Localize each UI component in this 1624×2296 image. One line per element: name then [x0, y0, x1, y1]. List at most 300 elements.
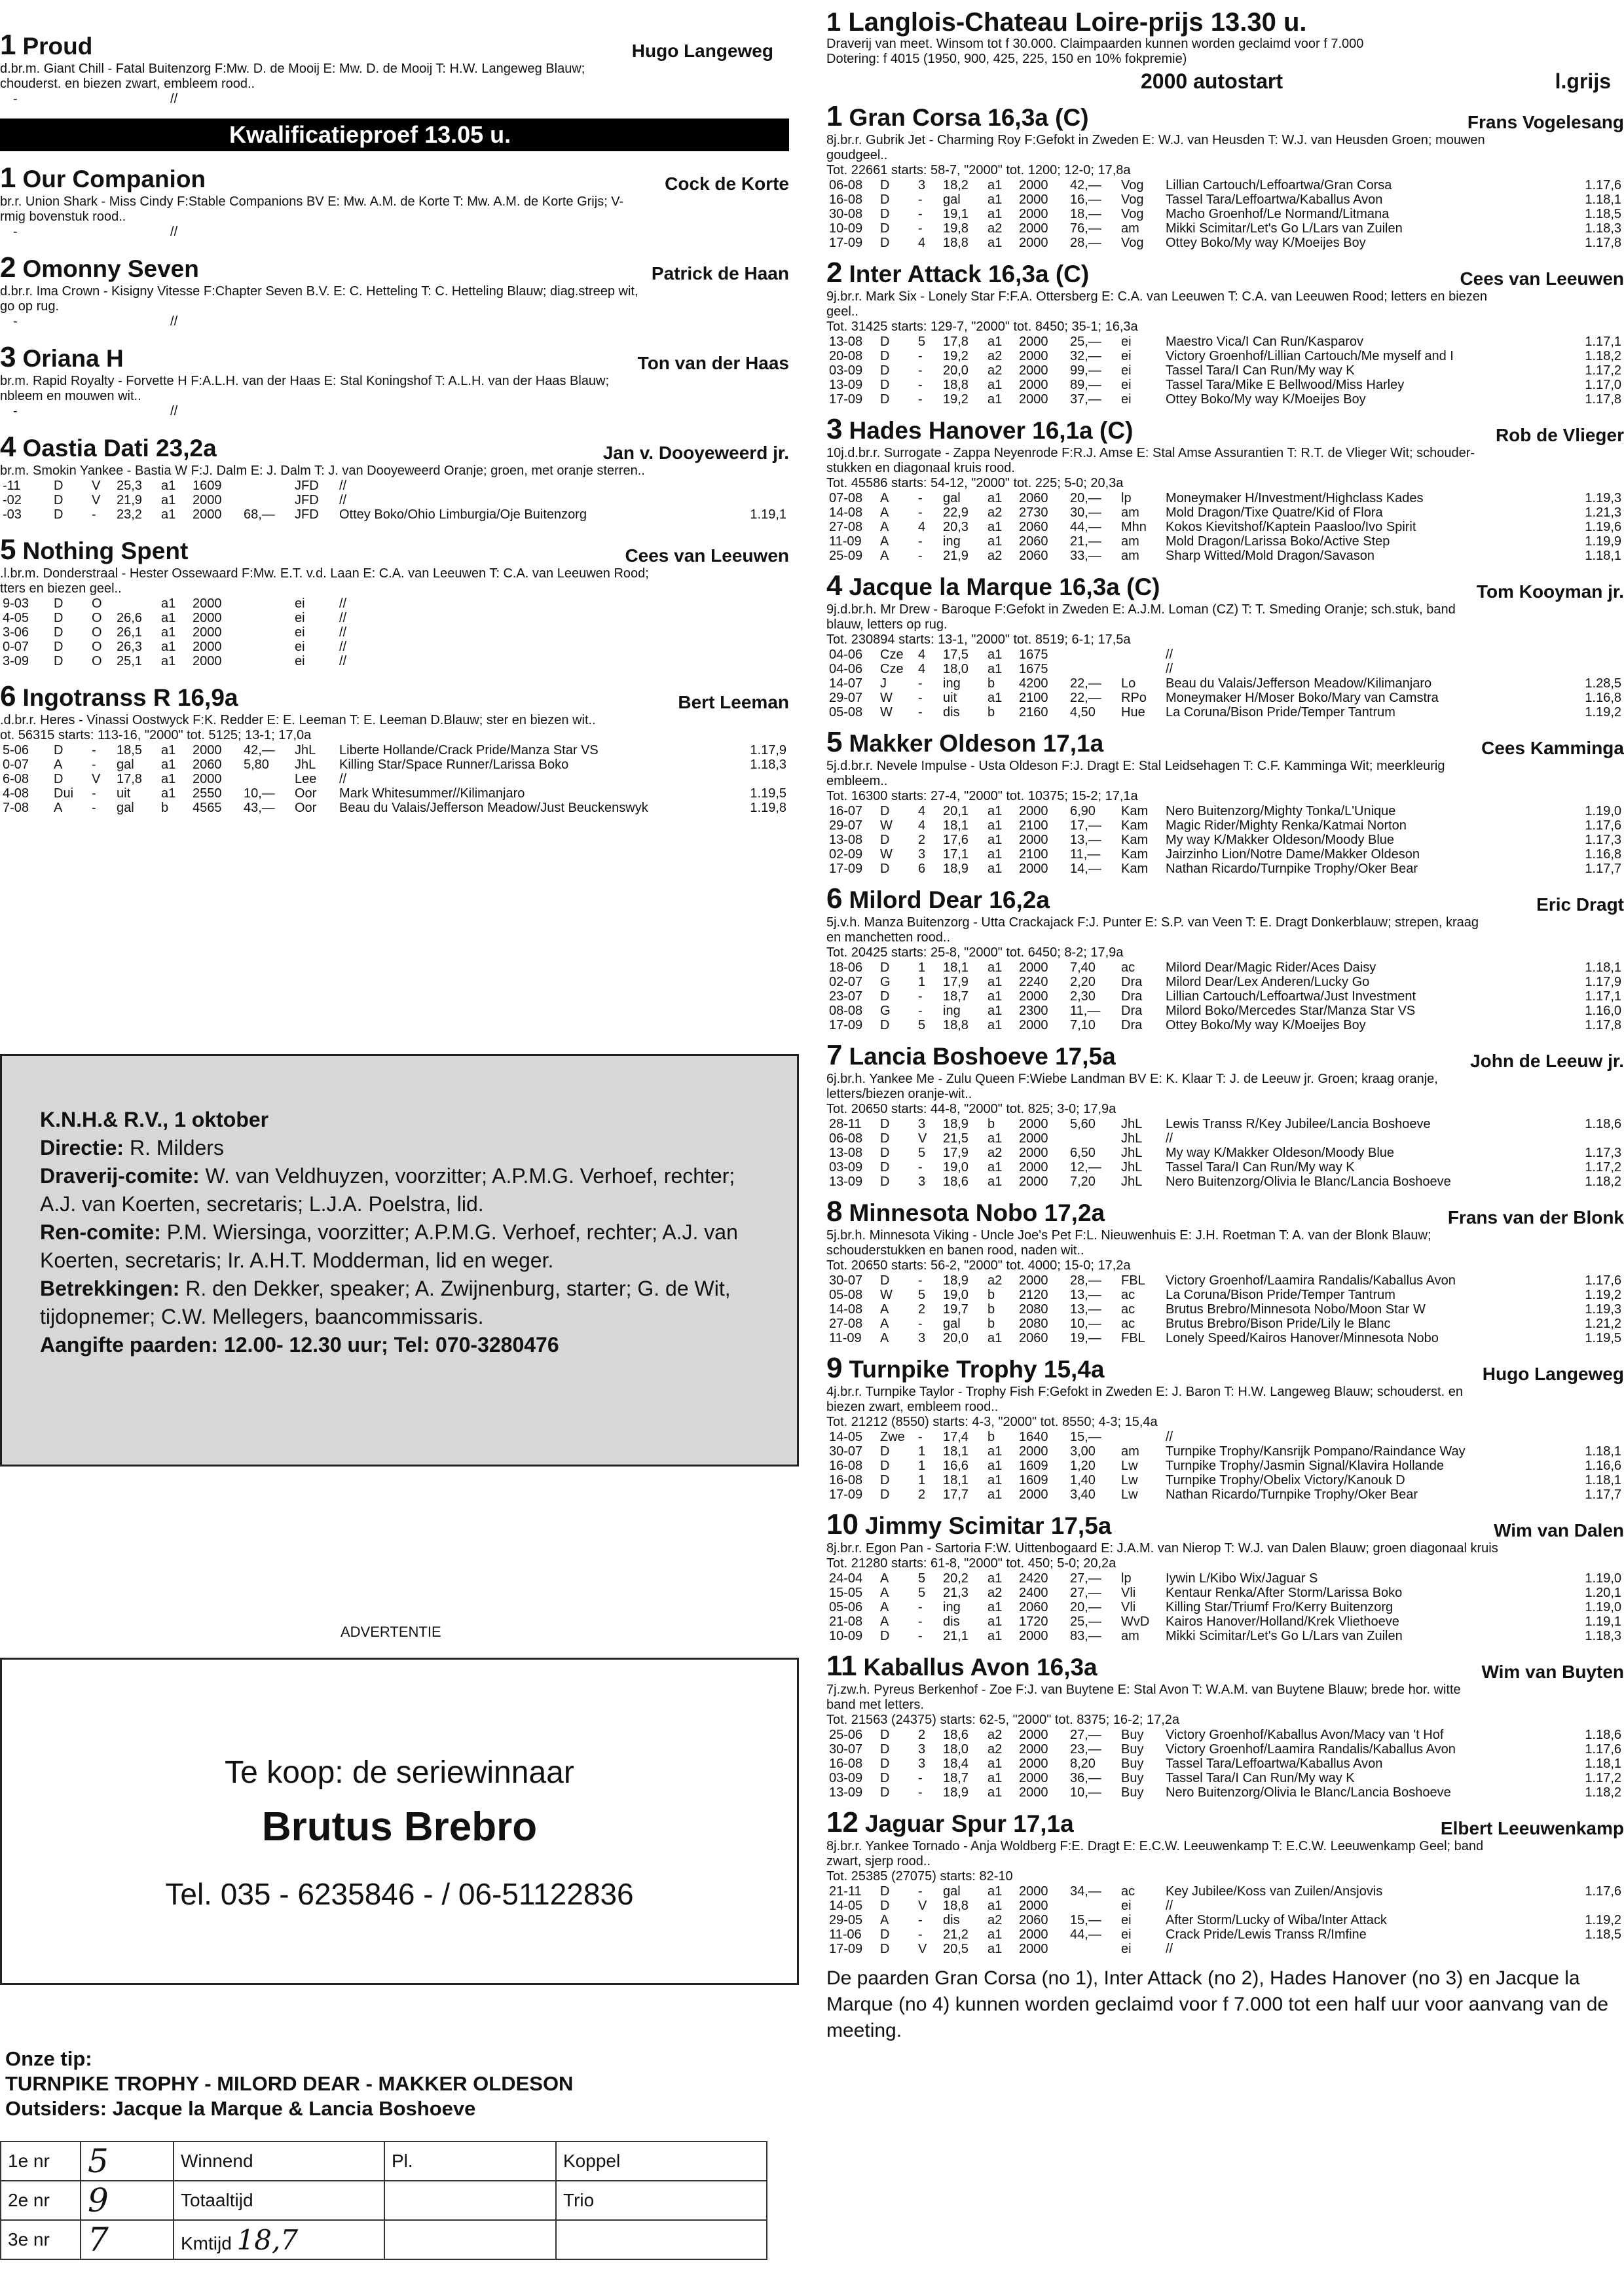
run-cell: 18,4 — [943, 1757, 969, 1771]
horse-dash: - // — [13, 404, 178, 418]
run-cell: a1 — [987, 1473, 1003, 1487]
run-cell: 76,— — [1070, 221, 1101, 236]
run-cell: 4200 — [1019, 676, 1048, 691]
horse-info: 8j.br.r. Yankee Tornado - Anja Woldberg F:E. Dragt E: E.C.W. Leeuwenkamp T: E.C.W. Leeuwenkamp Geel; band — [826, 1839, 1484, 1853]
run-cell: 0-07 — [3, 757, 29, 772]
runs-table — [826, 178, 1624, 250]
run-cell: - — [918, 1430, 923, 1444]
run-row — [826, 1273, 1624, 1288]
horse-number: 4 — [826, 570, 843, 602]
bet-row-1 — [1, 2141, 767, 2181]
run-cell: 2000 — [1019, 1160, 1048, 1175]
run-cell: gal — [943, 491, 961, 505]
run-cell: - — [918, 1771, 923, 1785]
run-cell: ei — [1121, 363, 1132, 378]
entry-header — [826, 883, 1624, 915]
driver-name: Frans Vogelesang — [1467, 112, 1624, 132]
run-cell: 1.19,0 — [1585, 1600, 1621, 1614]
run-cell: 1.17,7 — [1585, 1487, 1621, 1502]
run-cell: Key Jubilee/Koss van Zuilen/Ansjovis — [1166, 1884, 1383, 1899]
run-cell: a1 — [987, 647, 1003, 662]
run-cell: Nero Buitenzorg/Olivia le Blanc/Lancia Boshoeve — [1166, 1785, 1451, 1800]
run-cell: - — [918, 363, 923, 378]
horse-dash: - // — [13, 225, 178, 239]
run-cell: 1.19,0 — [1585, 804, 1621, 818]
run-cell: ac — [1121, 1302, 1135, 1317]
run-cell: // — [339, 596, 347, 611]
bet-pl: Pl. — [384, 2141, 556, 2181]
directie-label: Directie: — [40, 1136, 124, 1159]
run-cell: Nero Buitenzorg/Olivia le Blanc/Lancia Boshoeve — [1166, 1175, 1451, 1189]
run-cell: 2000 — [1019, 1018, 1048, 1032]
entry-header — [826, 257, 1624, 289]
horse-number: 6 — [0, 680, 16, 712]
driver-name: Cees van Leeuwen — [1460, 268, 1624, 289]
run-cell: 2000 — [1019, 1884, 1048, 1899]
run-cell: Vli — [1121, 1600, 1136, 1614]
run-cell: gal — [943, 192, 961, 207]
bet-row-2 — [1, 2181, 767, 2220]
run-cell: am — [1121, 221, 1139, 236]
run-cell: 1.18,1 — [1585, 1473, 1621, 1487]
run-cell: a1 — [987, 691, 1003, 705]
run-cell: A — [880, 1331, 889, 1345]
run-cell: 2000 — [1019, 1757, 1048, 1771]
run-cell: ei — [1121, 378, 1132, 392]
run-cell: Buy — [1121, 1757, 1144, 1771]
run-cell: 17,4 — [943, 1430, 969, 1444]
run-row — [826, 1942, 1624, 1956]
run-cell: JFD — [295, 479, 319, 493]
run-cell: 14-08 — [829, 505, 863, 520]
run-cell: Beau du Valais/Jefferson Meadow/Kilimanjaro — [1166, 676, 1432, 691]
run-cell — [1560, 1899, 1624, 1913]
run-cell: 13,— — [1070, 1302, 1101, 1317]
run-row — [0, 479, 789, 493]
run-cell: D — [880, 1899, 890, 1913]
run-cell: Cze — [880, 647, 904, 662]
bet-value-3[interactable]: 7 — [81, 2220, 174, 2259]
run-cell: 21-11 — [829, 1884, 862, 1899]
run-cell: a1 — [987, 1629, 1003, 1643]
run-cell: 7,20 — [1070, 1175, 1096, 1189]
run-cell: D — [880, 1444, 890, 1459]
horse-info-2: goudgeel.. — [826, 148, 888, 162]
run-cell: D — [54, 611, 64, 625]
run-cell: a1 — [987, 1444, 1003, 1459]
run-cell: 2000 — [1019, 335, 1048, 349]
run-cell: Milord Dear/Magic Rider/Aces Daisy — [1166, 960, 1376, 975]
run-row — [826, 975, 1624, 989]
run-cell: a2 — [987, 1146, 1003, 1160]
horse-name — [826, 1650, 1098, 1683]
run-cell: 10-09 — [829, 1629, 863, 1643]
run-cell: 9-03 — [3, 596, 29, 611]
run-cell: Turnpike Trophy/Jasmin Signal/Klavira Hollande — [1166, 1459, 1445, 1473]
run-cell: 5 — [918, 1146, 926, 1160]
run-cell: ing — [943, 1004, 961, 1018]
run-cell: 7,40 — [1070, 960, 1096, 975]
run-cell: 1.19,1 — [750, 507, 786, 522]
run-cell: 13-09 — [829, 378, 863, 392]
horse-info: d.br.r. Ima Crown - Kisigny Vitesse F:Chapter Seven B.V. E: C. Hetteling T: C. Hetteling Blauw; diag.streep wit, — [0, 284, 638, 299]
run-cell: 2000 — [1019, 192, 1048, 207]
run-cell: 19,0 — [943, 1288, 969, 1302]
run-cell: a1 — [987, 1160, 1003, 1175]
run-cell: 2000 — [1019, 1899, 1048, 1913]
run-cell: A — [880, 505, 889, 520]
horse-number: 2 — [0, 251, 16, 283]
run-cell: Lw — [1121, 1487, 1138, 1502]
run-row — [826, 1317, 1624, 1331]
run-row — [826, 989, 1624, 1004]
run-row — [826, 1160, 1624, 1175]
run-cell: 1 — [918, 975, 926, 989]
horse-name — [826, 726, 1103, 759]
run-cell — [241, 625, 292, 640]
run-cell: 1.21,3 — [1585, 505, 1621, 520]
run-cell: D — [880, 378, 890, 392]
run-cell: a1 — [161, 479, 176, 493]
run-cell: 25,— — [1070, 335, 1101, 349]
run-cell: D — [54, 596, 64, 611]
run-cell: Nathan Ricardo/Turnpike Trophy/Oker Bear — [1166, 1487, 1418, 1502]
run-cell: 30-08 — [829, 207, 863, 221]
run-cell: 13-08 — [829, 1146, 863, 1160]
run-cell — [241, 596, 292, 611]
run-cell: 1.18,6 — [1585, 1728, 1621, 1742]
qualification-title: Kwalificatieproef 13.05 u. — [0, 118, 789, 151]
run-cell: 18,8 — [943, 1899, 969, 1913]
run-cell: a1 — [987, 1771, 1003, 1785]
horse-info: 9j.br.r. Mark Six - Lonely Star F:F.A. Ottersberg E: C.A. van Leeuwen T: C.A. van Leeuwen Rood; letters en biezen — [826, 289, 1488, 304]
run-cell: Tassel Tara/I Can Run/My way K — [1166, 1771, 1355, 1785]
run-cell: 2060 — [1019, 1913, 1048, 1927]
run-cell: a1 — [987, 960, 1003, 975]
run-cell: G — [880, 1004, 891, 1018]
run-cell: 0-07 — [3, 640, 29, 654]
run-cell: 13,— — [1070, 1288, 1101, 1302]
entry-header — [0, 534, 789, 566]
horse-info: 5j.d.br.r. Nevele Impulse - Usta Oldeson F:J. Dragt E: Stal Leidsehagen T: C.F. Kamminga Wit; meerkleurig — [826, 759, 1445, 773]
runs-table — [826, 1273, 1624, 1345]
run-cell: D — [880, 236, 890, 250]
run-cell: // — [339, 625, 347, 640]
bet-kmtijd-label: Kmtijd — [181, 2232, 232, 2253]
run-cell: 2080 — [1019, 1317, 1048, 1331]
bet-empty-3b — [556, 2220, 767, 2259]
run-row — [826, 1629, 1624, 1643]
run-cell: a2 — [987, 549, 1003, 563]
run-row — [0, 493, 789, 507]
run-cell: Mold Dragon/Larissa Boko/Active Step — [1166, 534, 1390, 549]
run-cell: - — [918, 1273, 923, 1288]
run-cell: ei — [1121, 1942, 1132, 1956]
driver-name: Jan v. Dooyeweerd jr. — [602, 443, 789, 463]
run-cell: My way K/Makker Oldeson/Moody Blue — [1166, 833, 1395, 847]
entry-header — [826, 1039, 1624, 1072]
run-cell: 1.19,1 — [1585, 1614, 1621, 1629]
run-cell: Sharp Witted/Mold Dragon/Savason — [1166, 549, 1375, 563]
run-cell: a1 — [161, 493, 176, 507]
run-cell: 1.19,2 — [1585, 1913, 1621, 1927]
entry-header — [0, 162, 789, 194]
run-cell: 20,0 — [943, 1331, 969, 1345]
run-cell: 15,— — [1070, 1913, 1101, 1927]
run-cell: Tassel Tara/Mike E Bellwood/Miss Harley — [1166, 378, 1405, 392]
runs-table — [826, 804, 1624, 876]
directie — [40, 1134, 758, 1162]
run-row — [826, 1899, 1624, 1913]
run-cell: RPo — [1121, 691, 1147, 705]
driver-name: Rob de Vlieger — [1495, 425, 1624, 445]
run-cell: 4 — [918, 520, 926, 534]
run-cell: D — [54, 743, 64, 757]
run-cell: Cze — [880, 662, 904, 676]
run-cell: 21-08 — [829, 1614, 863, 1629]
run-cell: 3-09 — [3, 654, 29, 668]
run-cell: 17,8 — [943, 335, 969, 349]
run-cell: 1.18,6 — [1585, 1117, 1621, 1131]
run-cell: // — [1166, 1131, 1173, 1146]
run-cell: 1720 — [1019, 1614, 1048, 1629]
run-cell: 21,3 — [943, 1586, 969, 1600]
run-cell: -03 — [3, 507, 22, 522]
run-cell: 18,6 — [943, 1175, 969, 1189]
horse-name — [826, 1806, 1074, 1839]
run-cell: Turnpike Trophy/Kansrijk Pompano/Raindance Way — [1166, 1444, 1466, 1459]
bet-value-1[interactable]: 5 — [81, 2141, 174, 2181]
run-cell: 04-06 — [829, 647, 863, 662]
run-cell: ei — [1121, 1913, 1132, 1927]
horse-info-2: go op rug. — [0, 299, 60, 314]
run-row — [826, 505, 1624, 520]
run-cell: Hue — [1121, 705, 1145, 720]
run-cell: 03-09 — [829, 1771, 863, 1785]
run-cell: 7,10 — [1070, 1018, 1096, 1032]
horse-name — [826, 1039, 1116, 1072]
run-cell: - — [918, 1317, 923, 1331]
run-cell: 2 — [918, 1302, 926, 1317]
horse-info-2: band met letters. — [826, 1698, 924, 1712]
run-cell: ei — [295, 596, 305, 611]
run-row — [826, 833, 1624, 847]
run-cell: 2000 — [1019, 1927, 1048, 1942]
run-cell: a1 — [987, 1927, 1003, 1942]
entry-proud — [0, 29, 789, 107]
run-row — [826, 207, 1624, 221]
horse-number: 1 — [0, 162, 16, 194]
run-cell: Oor — [295, 801, 317, 815]
run-cell: 20,— — [1070, 1600, 1101, 1614]
horse-info-2: zwart, sjerp rood.. — [826, 1854, 931, 1868]
run-cell: 2100 — [1019, 847, 1048, 862]
run-cell: 1.19,9 — [1585, 534, 1621, 549]
run-row — [826, 1884, 1624, 1899]
run-row — [0, 654, 789, 668]
run-cell: D — [54, 493, 64, 507]
run-cell: 4-08 — [3, 786, 29, 801]
run-cell: Lee — [295, 772, 317, 786]
run-cell: 36,— — [1070, 1771, 1101, 1785]
run-row — [826, 192, 1624, 207]
run-cell: 05-08 — [829, 705, 863, 720]
run-cell: ei — [295, 611, 305, 625]
right-column — [826, 0, 1624, 2044]
ren-comite — [40, 1218, 758, 1275]
run-cell: W — [880, 691, 893, 705]
run-cell: a2 — [987, 221, 1003, 236]
run-cell: 16-08 — [829, 1757, 863, 1771]
run-cell: 1609 — [1019, 1459, 1048, 1473]
bet-kmtijd — [174, 2220, 384, 2259]
run-cell: a1 — [161, 596, 176, 611]
run-cell: 19,2 — [943, 349, 969, 363]
run-cell: D — [880, 1629, 890, 1643]
run-cell: 26,3 — [117, 640, 142, 654]
run-cell: 18,1 — [943, 1473, 969, 1487]
run-cell: 1.17,6 — [1585, 1884, 1621, 1899]
driver-name: Cees van Leeuwen — [625, 545, 789, 566]
run-cell: 19,0 — [943, 1160, 969, 1175]
run-cell: a1 — [161, 654, 176, 668]
run-cell: a1 — [987, 207, 1003, 221]
run-cell: 2060 — [1019, 491, 1048, 505]
horse-name — [826, 570, 1160, 602]
run-row — [826, 1302, 1624, 1317]
run-cell: 12,— — [1070, 1160, 1101, 1175]
run-cell: a2 — [987, 1742, 1003, 1757]
run-cell: 44,— — [1070, 520, 1101, 534]
run-cell: 4 — [918, 647, 926, 662]
runs-table — [0, 479, 789, 522]
run-cell — [1560, 647, 1624, 662]
draverij-comite-value: W. van Veldhuyzen, voorzitter; A.P.M.G. Verhoef, rechter; A.J. van Koerten, secretaris; L.J.A. Poelstra, lid. — [40, 1164, 735, 1216]
run-cell: 18,— — [1070, 207, 1101, 221]
run-cell: 1.18,1 — [1585, 192, 1621, 207]
bet-kmtijd-value[interactable]: 18,7 — [236, 2223, 299, 2256]
run-cell: 1.17,3 — [1585, 833, 1621, 847]
run-cell: D — [880, 1487, 890, 1502]
horse-name-text: Lancia Boshoeve 17,5a — [849, 1043, 1116, 1070]
horse-name — [0, 29, 92, 62]
run-cell: 2000 — [193, 596, 222, 611]
run-cell: 83,— — [1070, 1629, 1101, 1643]
run-cell: gal — [117, 757, 134, 772]
run-cell: A — [880, 1586, 889, 1600]
run-cell: D — [880, 1459, 890, 1473]
run-cell: 21,2 — [943, 1927, 969, 1942]
run-cell: 1.18,2 — [1585, 1785, 1621, 1800]
run-cell: lp — [1121, 491, 1132, 505]
run-cell: // — [339, 772, 347, 786]
run-cell: 14-07 — [829, 676, 863, 691]
run-cell: a1 — [987, 392, 1003, 407]
run-cell: gal — [943, 1884, 961, 1899]
run-cell: Nero Buitenzorg/Mighty Tonka/L'Unique — [1166, 804, 1396, 818]
run-cell: - — [92, 743, 96, 757]
ren-comite-value: P.M. Wiersinga, voorzitter; A.P.M.G. Verhoef, rechter; A.J. van Koerten, secretaris; Ir. A.H.T. Modderman, lid en weger. — [40, 1220, 738, 1272]
run-cell: 21,— — [1070, 534, 1101, 549]
run-row — [826, 1004, 1624, 1018]
entry-header — [0, 29, 789, 62]
run-cell: // — [339, 611, 347, 625]
run-cell: D — [880, 1785, 890, 1800]
run-cell: a1 — [987, 534, 1003, 549]
run-cell: a1 — [987, 862, 1003, 876]
run-cell: 2060 — [193, 757, 222, 772]
runs-table — [826, 960, 1624, 1032]
tip-outsiders: Outsiders: Jacque la Marque & Lancia Boshoeve — [5, 2097, 476, 2120]
horse-totals: Tot. 20650 starts: 56-2, "2000" tot. 4000; 15-0; 17,2a — [826, 1258, 1131, 1273]
advert-phone: Tel. 035 - 6235846 - / 06-51122836 — [165, 1877, 634, 1911]
run-cell: 21,9 — [943, 549, 969, 563]
run-cell: D — [880, 221, 890, 236]
run-cell: 1.18,5 — [1585, 207, 1621, 221]
run-cell: 3,40 — [1070, 1487, 1096, 1502]
runs-table — [0, 596, 789, 668]
bet-value-2[interactable]: 9 — [81, 2181, 174, 2220]
run-cell — [725, 640, 789, 654]
run-cell: 27-08 — [829, 1317, 863, 1331]
horse-number: 1 — [826, 100, 843, 132]
run-cell: V — [918, 1131, 927, 1146]
bet-label-2: 2e nr — [1, 2181, 81, 2220]
run-cell: a1 — [987, 1175, 1003, 1189]
horse-info: 8j.br.r. Gubrik Jet - Charming Roy F:Gefokt in Zweden E: W.J. van Heusden T: W.J. van Heusden Groen; mouwen — [826, 133, 1485, 147]
run-row — [826, 1331, 1624, 1345]
run-cell: 2550 — [193, 786, 222, 801]
run-row — [826, 1175, 1624, 1189]
run-cell: 2000 — [193, 493, 222, 507]
run-cell: 18,7 — [943, 989, 969, 1004]
run-cell: V — [918, 1942, 927, 1956]
run-cell: W — [880, 705, 893, 720]
run-cell: 22,— — [1070, 691, 1101, 705]
horse-entry — [826, 413, 1624, 563]
horse-number: 7 — [826, 1039, 843, 1071]
qualification-entries — [0, 162, 789, 815]
runs-table — [826, 1728, 1624, 1800]
run-row — [826, 1757, 1624, 1771]
run-cell: lp — [1121, 1571, 1132, 1586]
run-cell: 27,— — [1070, 1728, 1101, 1742]
run-cell: Dui — [54, 786, 74, 801]
run-cell: O — [92, 640, 102, 654]
horse-entry — [0, 341, 789, 419]
aangifte: Aangifte paarden: 12.00- 12.30 uur; Tel: 070-3280476 — [40, 1333, 559, 1357]
run-cell: ing — [943, 1600, 961, 1614]
run-cell: ac — [1121, 960, 1135, 975]
run-cell: 25-09 — [829, 549, 863, 563]
horse-info-2: biezen zwart, embleem rood.. — [826, 1400, 999, 1414]
run-cell: JhL — [1121, 1146, 1143, 1160]
horse-info-2: geel.. — [826, 304, 858, 319]
run-cell: 2000 — [1019, 1942, 1048, 1956]
run-cell: a1 — [987, 1884, 1003, 1899]
run-cell: 1675 — [1019, 647, 1048, 662]
runs-table — [826, 1430, 1624, 1502]
run-cell: - — [918, 505, 923, 520]
horse-entry — [826, 100, 1624, 250]
run-cell: b — [987, 705, 995, 720]
entry-header — [0, 680, 789, 713]
run-cell: 02-09 — [829, 847, 863, 862]
run-cell: Mold Dragon/Tixe Quatre/Kid of Flora — [1166, 505, 1383, 520]
run-cell: 1.17,6 — [1585, 818, 1621, 833]
run-cell: 5,80 — [244, 757, 269, 772]
horse-name-text: Ingotranss R 16,9a — [22, 684, 238, 711]
